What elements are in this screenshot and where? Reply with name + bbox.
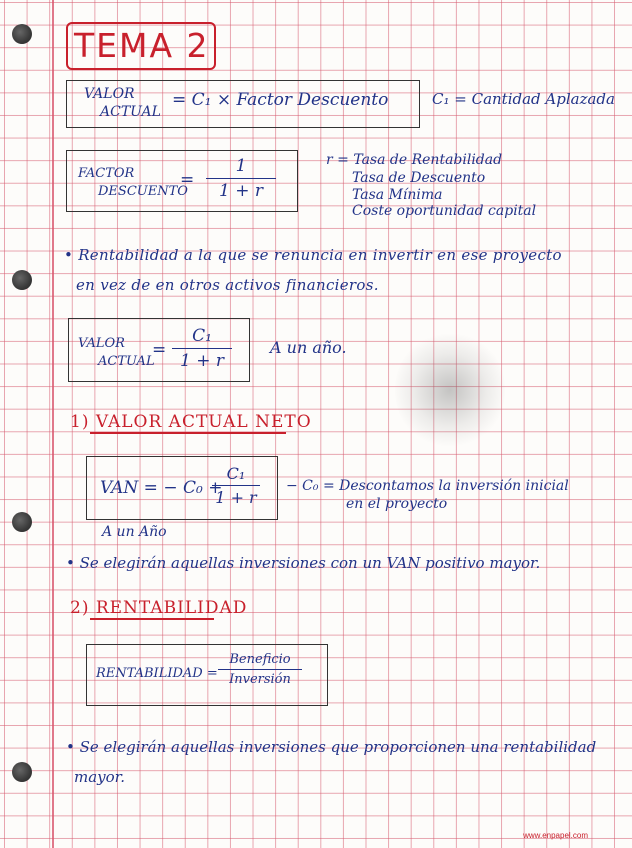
page-title: TEMA 2 (74, 26, 210, 65)
rentabilidad-lhs: RENTABILIDAD = (96, 666, 218, 681)
fraction (206, 156, 276, 201)
equals-sign: = (152, 340, 167, 360)
denominator: 1 + r (180, 351, 224, 371)
section-2-heading: 2) RENTABILIDAD (70, 598, 248, 618)
fraction-bar (172, 348, 232, 349)
punch-hole (12, 270, 32, 290)
r-def-4: Coste oportunidad capital (352, 203, 537, 219)
fraction (212, 464, 260, 507)
a-un-ano-note: A un año. (270, 338, 347, 357)
smudge (395, 330, 505, 450)
denominator: 1 + r (215, 488, 257, 507)
punch-hole (12, 24, 32, 44)
valor-label: VALOR (78, 336, 125, 351)
c0-note-2: en el proyecto (346, 496, 448, 512)
van-formula-lhs: VAN = − C₀ + (100, 478, 223, 498)
c1-note: C₁ = Cantidad Aplazada (432, 90, 615, 108)
equals-sign: = (180, 170, 195, 190)
van-bullet: • Se elegirán aquellas inversiones con un VAN positivo mayor. (66, 554, 541, 572)
fraction-bar (218, 669, 302, 670)
fraction-bar (212, 485, 260, 486)
r-def-2: Tasa de Descuento (352, 170, 486, 186)
heading-underline (90, 432, 286, 434)
paragraph-line-2: en vez de en otros activos financieros. (76, 276, 379, 294)
actual-label: ACTUAL (98, 354, 155, 369)
rentabilidad-bullet-line-1: • Se elegirán aquellas inversiones que proporcionen una rentabilidad (66, 738, 597, 756)
fraction (218, 652, 302, 687)
denominator: 1 + r (219, 181, 263, 201)
factor-label: FACTOR (78, 166, 135, 181)
numerator: C₁ (226, 464, 246, 483)
fraction (172, 326, 232, 371)
descuento-label: DESCUENTO (98, 184, 188, 199)
actual-label: ACTUAL (100, 104, 161, 120)
margin-line (52, 0, 54, 848)
numerator: Beneficio (229, 652, 291, 667)
r-def-3: Tasa Mínima (352, 187, 443, 203)
rentabilidad-bullet-line-2: mayor. (74, 768, 125, 786)
numerator: 1 (235, 156, 247, 176)
r-def-1: r = Tasa de Rentabilidad (326, 152, 503, 168)
section-1-heading: 1) VALOR ACTUAL NETO (70, 412, 312, 432)
numerator: C₁ (192, 326, 212, 346)
punch-hole (12, 512, 32, 532)
heading-underline (90, 618, 214, 620)
valor-actual-rhs: = C₁ × Factor Descuento (172, 90, 389, 110)
denominator: Inversión (229, 672, 291, 687)
valor-label: VALOR (84, 86, 135, 102)
punch-hole (12, 762, 32, 782)
fraction-bar (206, 178, 276, 179)
brand-watermark: www.enpapel.com (523, 831, 588, 840)
paragraph-line-1: • Rentabilidad a la que se renuncia en invertir en ese proyecto (64, 246, 562, 264)
a-un-ano-caption: A un Año (102, 524, 167, 540)
c0-note-1: − C₀ = Descontamos la inversión inicial (286, 478, 569, 494)
